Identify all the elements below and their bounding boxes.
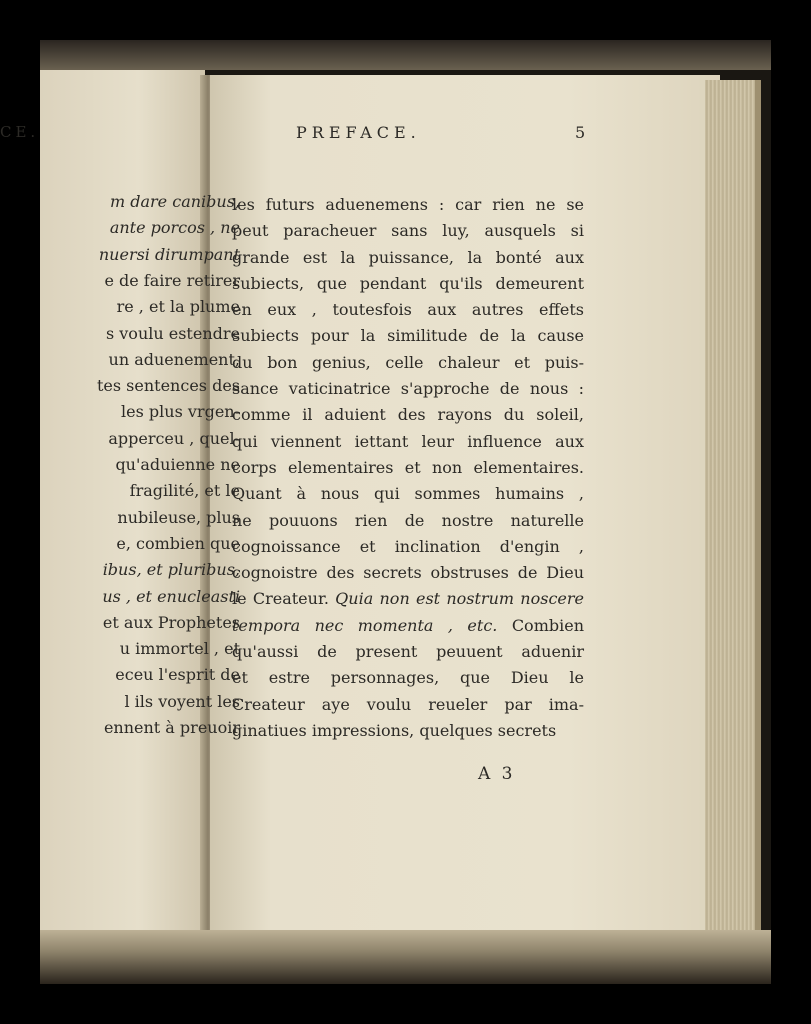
book-cover-top (40, 40, 771, 70)
text-line: re , et la plume (116, 297, 240, 317)
text-line: tes sentences des (96, 376, 240, 396)
text-line: peut paracheuer sans luy, ausquels si (232, 221, 584, 241)
text-line: Createur aye voulu reueler par ima- (232, 694, 584, 714)
text-line: ne pouuons rien de nostre naturelle (232, 510, 584, 530)
text-line: corps elementaires et non elementaires. (232, 457, 584, 477)
text-line: cognoissance et inclination d'engin , (232, 536, 584, 556)
text-line: cognoistre des secrets obstruses de Dieu (232, 563, 584, 583)
text-line: du bon genius, celle chaleur et puis- (232, 352, 584, 372)
text-line: eceu l'esprit de (115, 665, 240, 685)
text-line: sance vaticinatrice s'approche de nous : (232, 379, 584, 399)
text-line: un aduenement, (108, 349, 240, 369)
text-line-roman: Combien (511, 615, 584, 635)
text-line: subiects, que pendant qu'ils demeurent (232, 273, 584, 293)
right-page-text (232, 192, 584, 744)
running-header: PREFACE. (296, 123, 421, 142)
text-line (232, 586, 584, 612)
text-line: qui viennent iettant leur influence aux (232, 431, 584, 451)
text-line: comme il aduient des rayons du soleil, (232, 405, 584, 425)
text-line: et estre personnages, que Dieu le (232, 668, 584, 688)
text-line: en eux , toutesfois aux autres effets (232, 300, 584, 320)
text-line: e, combien que (116, 533, 240, 553)
text-line: l ils voyent les (124, 691, 240, 711)
text-line: us , et enucleasti (102, 586, 240, 606)
text-line: les futurs aduenemens : car rien ne se (232, 195, 584, 214)
signature-mark: A 3 (478, 764, 516, 784)
text-line: ante porcos , ne (109, 218, 240, 238)
text-line: ennent à preuoir (103, 718, 240, 737)
text-line: apperceu , quel- (108, 428, 240, 448)
text-line: e de faire retirer (104, 270, 240, 290)
text-line: Quant à nous qui sommes humains , (232, 484, 584, 504)
page-fore-edge (705, 80, 761, 960)
text-line: les plus vrgen- (121, 402, 240, 422)
book-binding-bottom (40, 930, 771, 984)
text-line: s voulu estendre (105, 323, 240, 343)
text-line: fragilité, et le (129, 481, 240, 501)
page-number: 5 (575, 123, 586, 142)
text-line: qu'aduienne ne (115, 455, 240, 474)
text-line: subiects pour la similitude de la cause (232, 326, 584, 346)
text-line: u immortel , et (119, 639, 240, 659)
text-line: grande est la puissance, la bonté aux (232, 247, 584, 267)
text-line: nuersi dirumpant (98, 244, 240, 264)
text-line: qu'aussi de present peuuent aduenir (232, 642, 584, 662)
latin-quote: tempora nec momenta , etc. (232, 615, 498, 635)
text-line: ibus, et pluribus, (102, 560, 240, 580)
left-page-heading: CE. (0, 123, 40, 141)
text-line: m dare canibus, (109, 192, 240, 211)
text-line: et aux Prophetes (102, 612, 240, 632)
text-line (232, 613, 584, 639)
text-line: nubileuse, plus (117, 507, 240, 527)
latin-quote: Quia non est nostrum noscere (335, 589, 584, 609)
text-line-roman: le Createur. (232, 589, 329, 609)
text-line: ginatiues impressions, quelques secrets (232, 720, 557, 740)
